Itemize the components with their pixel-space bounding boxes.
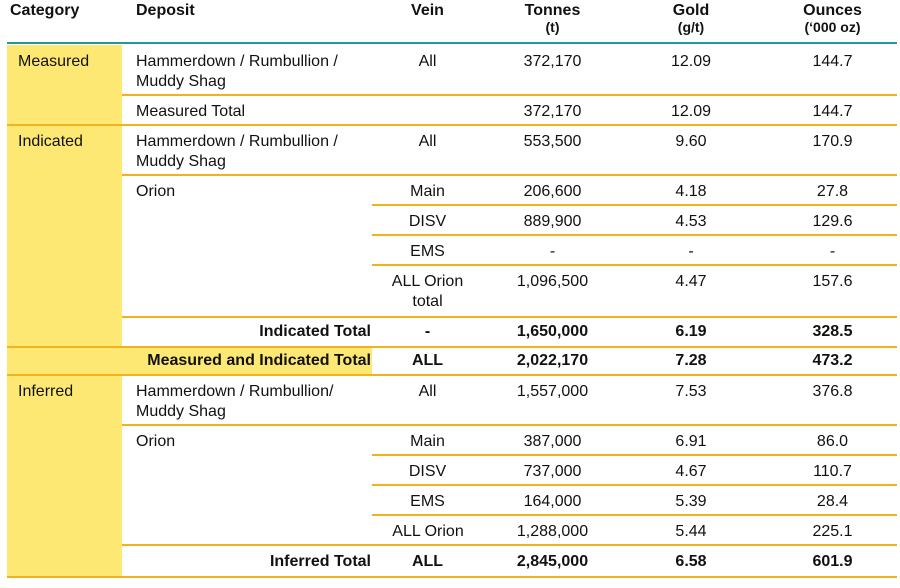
ounces-cell: 473.2 [812, 352, 853, 369]
gold-cell: 4.67 [675, 463, 707, 480]
tonnes-cell: 737,000 [523, 463, 582, 480]
ounces-cell: - [829, 243, 836, 260]
ounces-cell: 157.6 [812, 273, 853, 290]
ounces-cell: 601.9 [812, 553, 853, 570]
gold-cell: 7.28 [675, 352, 707, 369]
gold-cell: 9.60 [675, 133, 707, 150]
header-tonnes-label: Tonnes [524, 2, 581, 19]
gold-cell: 5.39 [675, 493, 707, 510]
tonnes-cell: 553,500 [523, 133, 582, 150]
vein-cell: All [418, 383, 437, 400]
tonnes-cell: 372,170 [523, 53, 582, 70]
vein-cell: ALL [411, 553, 444, 570]
ounces-cell: 86.0 [816, 433, 849, 450]
ounces-cell: 28.4 [816, 493, 849, 510]
vein-cell: ALL Orion [392, 523, 464, 540]
header-tonnes [490, 2, 615, 36]
row-rule [372, 514, 897, 516]
ounces-cell: 144.7 [812, 53, 853, 70]
gold-cell: 6.19 [675, 323, 707, 340]
total-label-cell: Inferred Total [269, 553, 371, 570]
header-tonnes-unit: (t) [545, 19, 560, 35]
gold-cell: 4.18 [675, 183, 707, 200]
header-gold-label: Gold [672, 2, 710, 19]
gold-cell: 6.91 [675, 433, 707, 450]
tonnes-cell: - [549, 243, 556, 260]
row-rule [372, 204, 897, 206]
row-rule [7, 346, 897, 348]
deposit-cell: Measured Total [136, 103, 246, 120]
category-cell: Measured [18, 53, 90, 70]
total-label-cell: Indicated Total [259, 323, 371, 340]
ounces-cell: 110.7 [813, 463, 852, 480]
vein-cell: ALL [411, 352, 444, 369]
header-ounces [770, 2, 895, 36]
gold-cell: 7.53 [675, 383, 707, 400]
vein-cell: ALL Orion total [391, 273, 464, 310]
ounces-cell: 328.5 [812, 323, 853, 340]
header-vein: Vein [411, 2, 444, 19]
row-rule [122, 94, 897, 96]
deposit-cell: Hammerdown / Rumbullion/ Muddy Shag [136, 383, 334, 420]
vein-cell: EMS [410, 243, 445, 260]
deposit-cell: Orion [136, 183, 176, 200]
ounces-cell: 129.6 [812, 213, 853, 230]
category-fill-inferred [7, 376, 122, 576]
ounces-cell: 27.8 [816, 183, 849, 200]
header-ounces-label: Ounces [803, 2, 862, 19]
total-label-cell: Measured and Indicated Total [147, 352, 371, 369]
tonnes-cell: 372,170 [523, 103, 582, 120]
row-rule [7, 124, 897, 126]
tonnes-cell: 2,022,170 [516, 352, 589, 369]
category-fill-indicated [7, 126, 122, 346]
tonnes-cell: 889,900 [523, 213, 582, 230]
gold-cell: 5.44 [675, 523, 707, 540]
vein-cell: DISV [408, 213, 447, 230]
header-gold [636, 2, 746, 36]
deposit-cell: Orion [136, 433, 176, 450]
ounces-cell: 170.9 [812, 133, 853, 150]
row-rule [122, 174, 897, 176]
header-category: Category [10, 2, 80, 19]
table-bottom-rule [7, 576, 897, 578]
header-ounces-unit: (‘000 oz) [804, 19, 861, 35]
row-rule [7, 374, 897, 376]
tonnes-cell: 1,288,000 [516, 523, 589, 540]
gold-cell: - [688, 243, 694, 260]
gold-cell: 4.47 [675, 273, 707, 290]
tonnes-cell: 387,000 [523, 433, 582, 450]
gold-cell: 12.09 [670, 103, 712, 120]
tonnes-cell: 1,650,000 [516, 323, 589, 340]
row-rule [372, 234, 897, 236]
category-cell: Indicated [18, 133, 83, 150]
ounces-cell: 376.8 [812, 383, 853, 400]
row-rule [122, 424, 897, 426]
tonnes-cell: 1,557,000 [516, 383, 589, 400]
ounces-cell: 225.1 [812, 523, 853, 540]
vein-cell: EMS [410, 493, 445, 510]
vein-cell: - [424, 323, 431, 340]
deposit-cell: Hammerdown / Rumbullion / Muddy Shag [136, 133, 338, 170]
tonnes-cell: 206,600 [523, 183, 582, 200]
gold-cell: 12.09 [670, 53, 712, 70]
tonnes-cell: 164,000 [523, 493, 582, 510]
tonnes-cell: 2,845,000 [516, 553, 589, 570]
row-rule [372, 454, 897, 456]
row-rule [372, 264, 897, 266]
header-rule [7, 42, 897, 44]
category-cell: Inferred [18, 383, 74, 400]
row-rule [372, 484, 897, 486]
vein-cell: Main [410, 433, 445, 450]
header-deposit: Deposit [136, 2, 195, 19]
row-rule [122, 544, 897, 546]
tonnes-cell: 1,096,500 [516, 273, 589, 290]
vein-cell: All [418, 53, 437, 70]
gold-cell: 4.53 [675, 213, 707, 230]
ounces-cell: 144.7 [812, 103, 853, 120]
vein-cell: Main [410, 183, 445, 200]
vein-cell: All [418, 133, 437, 150]
row-rule [122, 316, 897, 318]
gold-cell: 6.58 [675, 553, 707, 570]
header-gold-unit: (g/t) [677, 19, 705, 35]
vein-cell: DISV [408, 463, 447, 480]
deposit-cell: Hammerdown / Rumbullion / Muddy Shag [136, 53, 338, 90]
